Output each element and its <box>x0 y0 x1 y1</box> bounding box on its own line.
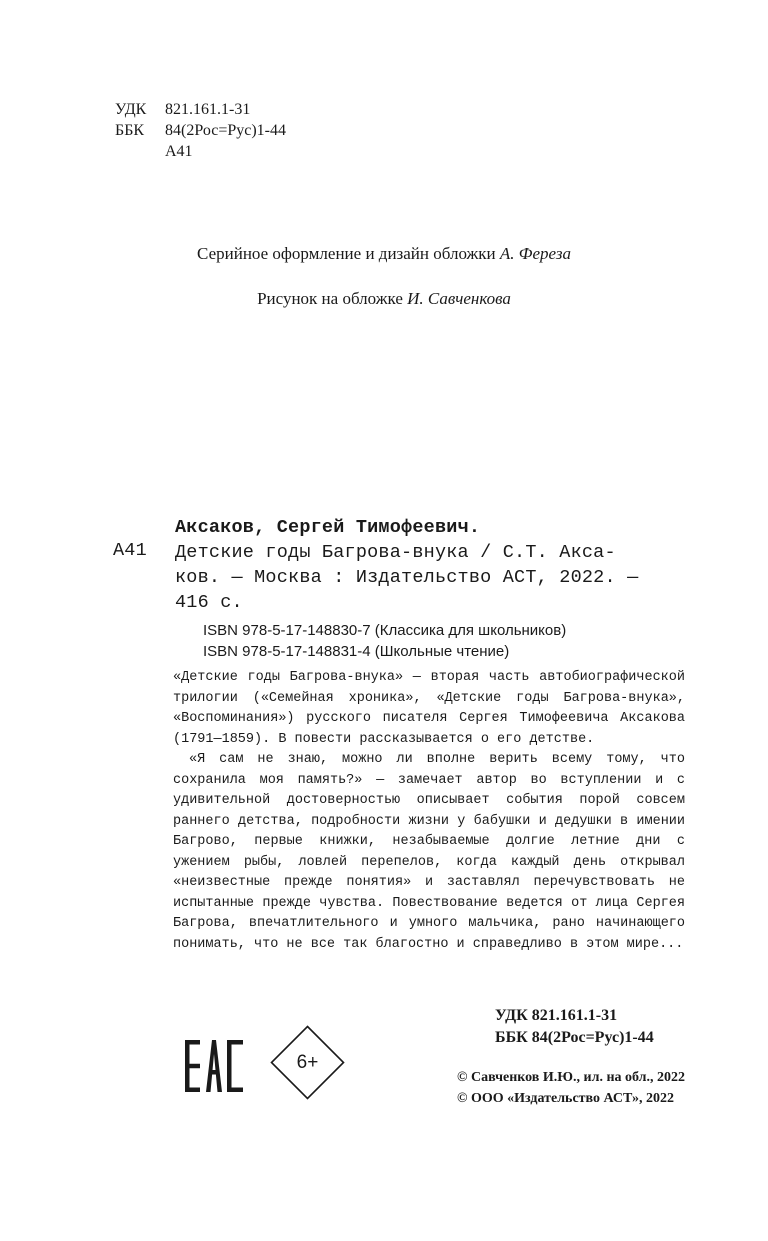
bibliographic-record <box>175 515 685 615</box>
author-mark: А41 <box>165 143 193 160</box>
isbn-1: ISBN 978-5-17-148830-7 (Классика для школьников) <box>203 622 567 639</box>
footer-codes <box>495 1005 654 1049</box>
udk-label: УДК <box>115 101 147 118</box>
bbk-value: 84(2Рос=Рус)1-44 <box>165 122 287 139</box>
footer-bbk: ББК 84(2Рос=Рус)1-44 <box>495 1029 654 1046</box>
copyright-publisher: © ООО «Издательство АСТ», 2022 <box>457 1091 675 1106</box>
designer-name: А. Фереза <box>499 244 571 263</box>
udk-value: 821.161.1-31 <box>165 101 251 118</box>
bibl-line-1: Детские годы Багрова-внука / С.Т. Акса- <box>175 542 616 563</box>
bibl-line-2: ков. — Москва : Издательство АСТ, 2022. — <box>175 567 639 588</box>
annotation <box>173 668 685 955</box>
age-rating-badge <box>270 1025 345 1100</box>
annotation-paragraph-1: «Детские годы Багрова-внука» — вторая часть автобиографической трилогии («Семейная хроника», «Детские годы Багрова-внука», «Воспоминания») русского писателя Сергея Тимофеевича Аксакова (1791—1859). В повести рассказывается о его детстве. <box>173 670 685 747</box>
age-rating-label: 6+ <box>296 1051 319 1073</box>
design-credit: Серийное оформление и дизайн обложки А. Фереза <box>197 244 571 263</box>
bbk-label: ББК <box>115 122 145 139</box>
annotation-paragraph-2: «Я сам не знаю, можно ли вполне верить всему тому, что сохранила моя память?» — замечает автор во вступлении и с удивительной достоверностью описывает события порой совсем раннего детства, подробности жизни у бабушки и дедушки в имении Багрово, первые книжки, незабываемые долгие летние дни с ужением рыбы, ловлей перепелов, когда каждый день открывал «неизвестные прежде понятия» и заставлял перечувствовать не испытанные прежде чувства. Повествование ведется от лица Сергея Багрова, впечатлительного и умного мальчика, рано начинающего понимать, что не все так благостно и справедливо в этом мире... <box>173 752 685 952</box>
catalog-index: А41 <box>113 540 147 561</box>
isbn-block <box>203 620 566 662</box>
illustrator-name: И. Савченкова <box>407 289 511 308</box>
header-codes <box>115 99 286 162</box>
isbn-2: ISBN 978-5-17-148831-4 (Школьные чтение) <box>203 643 510 660</box>
illustration-credit: Рисунок на обложке И. Савченкова <box>257 289 511 308</box>
copyright-block <box>457 1067 685 1109</box>
footer-udk: УДК 821.161.1-31 <box>495 1007 618 1024</box>
eac-mark-icon <box>185 1040 243 1092</box>
author-name: Аксаков, Сергей Тимофеевич. <box>175 517 481 538</box>
bibl-line-3: 416 с. <box>175 592 243 613</box>
copyright-illustrator: © Савченков И.Ю., ил. на обл., 2022 <box>457 1070 686 1085</box>
